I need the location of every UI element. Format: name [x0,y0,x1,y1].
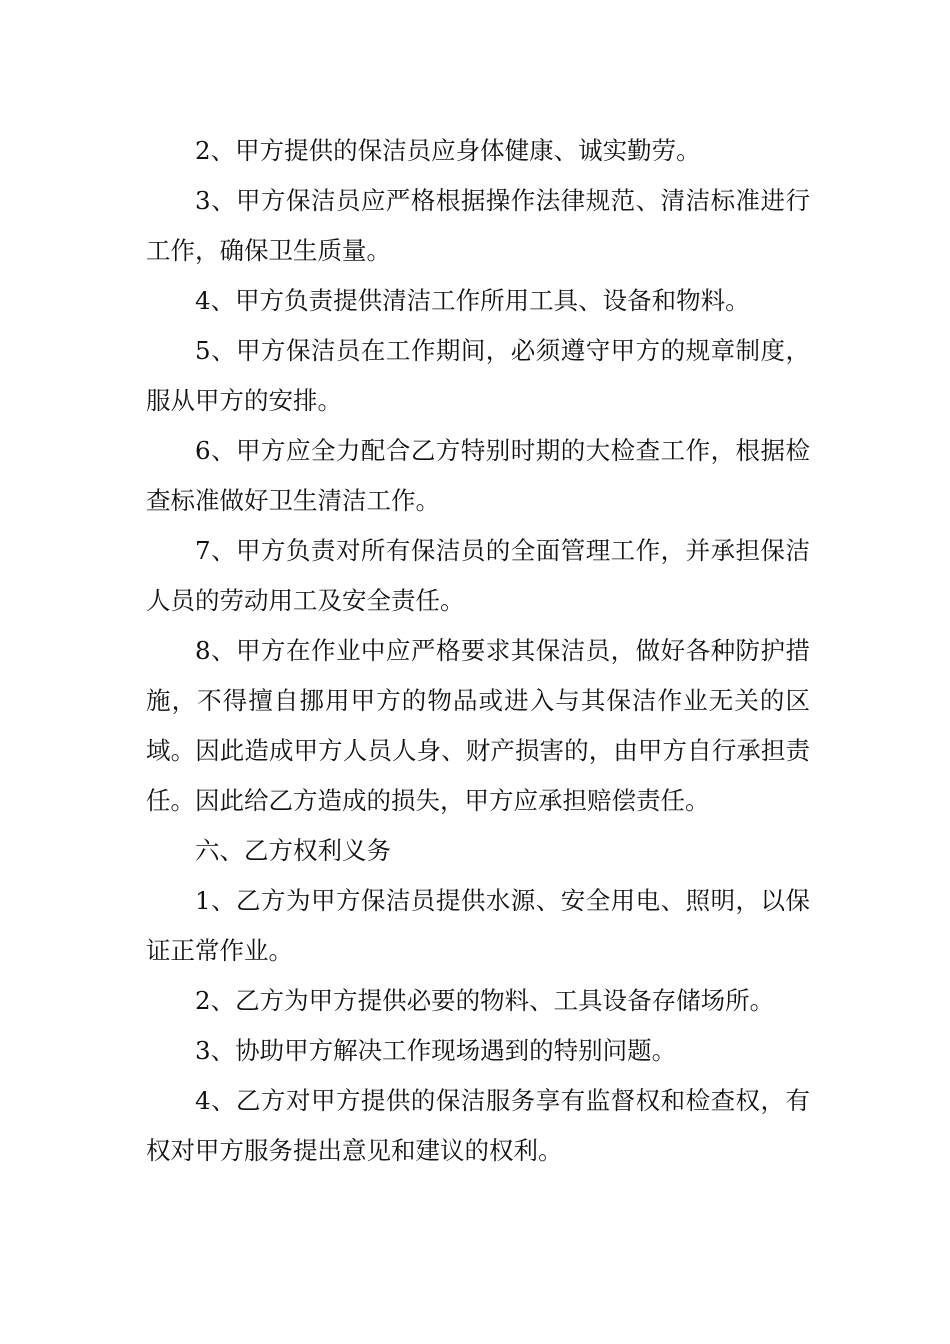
clause-paragraph: 1、乙方为甲方保洁员提供水源、安全用电、照明，以保证正常作业。 [146,886,810,965]
clause-paragraph: 2、乙方为甲方提供必要的物料、工具设备存储场所。 [195,986,775,1015]
section-heading: 六、乙方权利义务 [195,836,391,865]
clause-paragraph: 7、甲方负责对所有保洁员的全面管理工作，并承担保洁人员的劳动用工及安全责任。 [146,536,810,615]
clause-paragraph: 8、甲方在作业中应严格要求其保洁员，做好各种防护措施，不得擅自挪用甲方的物品或进入与其保洁作业无关的区域。因此造成甲方人员人身、财产损害的，由甲方自行承担责任。因此给乙方造成的损失，甲方应承担赔偿责任。 [146,636,810,815]
clause-paragraph: 5、甲方保洁员在工作期间，必须遵守甲方的规章制度，服从甲方的安排。 [146,336,810,415]
clause-paragraph: 4、甲方负责提供清洁工作所用工具、设备和物料。 [195,286,750,315]
clause-paragraph: 3、甲方保洁员应严格根据操作法律规范、清洁标准进行工作，确保卫生质量。 [146,186,810,265]
clause-paragraph: 3、协助甲方解决工作现场遇到的特别问题。 [195,1036,677,1065]
document-page [146,126,810,1176]
clause-paragraph: 4、乙方对甲方提供的保洁服务享有监督权和检查权，有权对甲方服务提出意见和建议的权利。 [146,1086,810,1165]
clause-paragraph: 2、甲方提供的保洁员应身体健康、诚实勤劳。 [195,136,701,165]
clause-paragraph: 6、甲方应全力配合乙方特别时期的大检查工作，根据检查标准做好卫生清洁工作。 [146,436,810,515]
